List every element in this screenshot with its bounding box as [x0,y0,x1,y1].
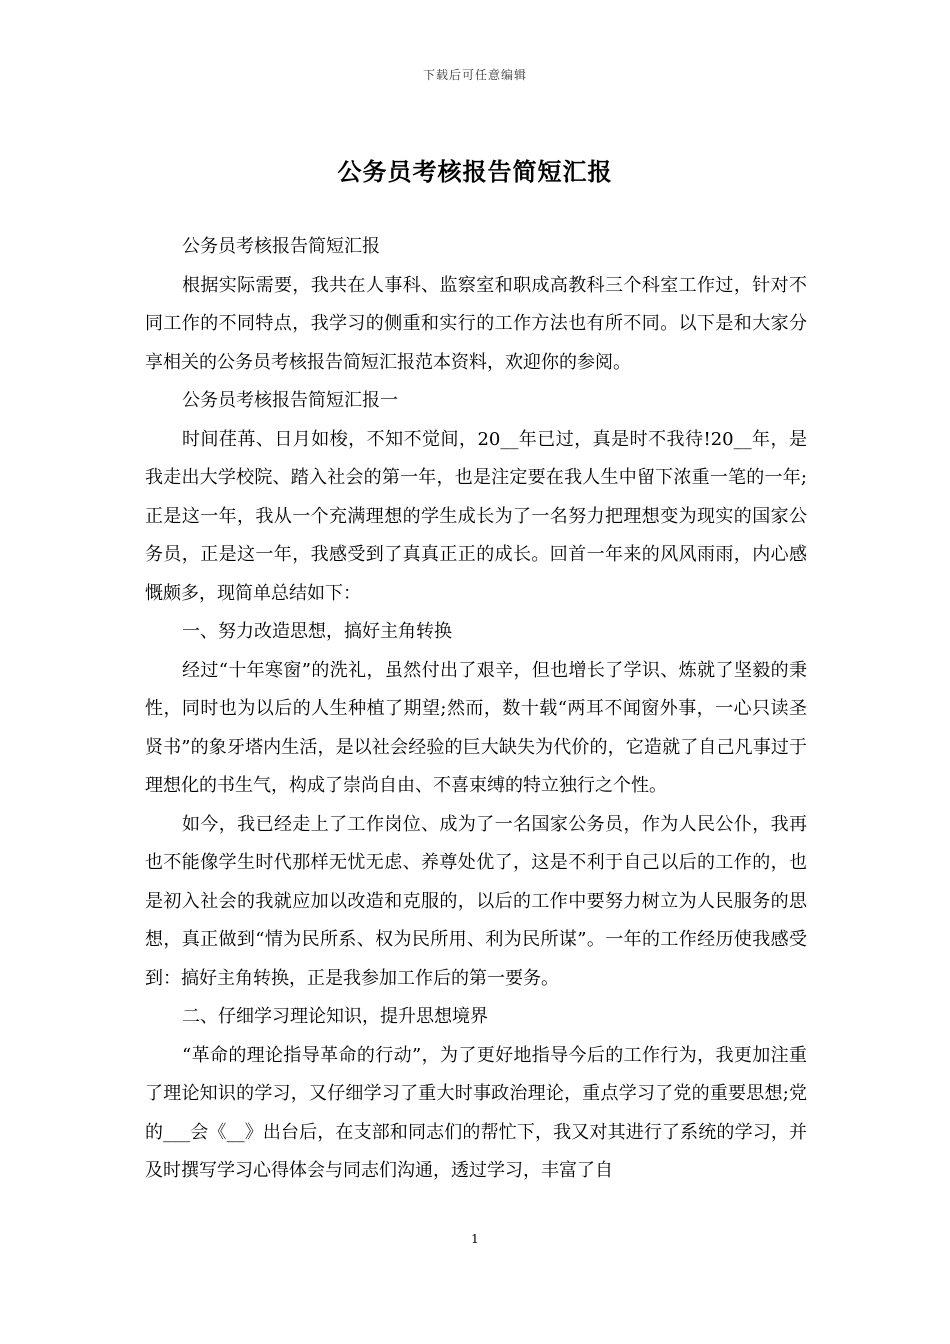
document-title: 公务员考核报告简短汇报 [337,157,613,186]
header-note: 下载后可任意编辑 [422,68,527,82]
body-paragraph: 根据实际需要，我共在人事科、监察室和职成高教科三个科室工作过，针对不同工作的不同特点，我学习的侧重和实行的工作方法也有所不同。以下是和大家分享相关的公务员考核报告简短汇报范本资料，欢迎你的参阅。 [145,274,807,373]
section-heading: 一、努力改造思想，搞好主角转换 [182,621,452,642]
section-heading: 二、仔细学习理论知识，提升思想境界 [182,1006,488,1027]
body-paragraph: 如今，我已经走上了工作岗位、成为了一名国家公务员，作为人民公仆，我再也不能像学生时代那样无忧无虑、养尊处优了，这是不利于自己以后的工作的，也是初入社会的我就应加以改造和克服的，以后的工作中要努力树立为人民服务的思想，真正做到“情为民所系、权为民所用、利为民所谋”。一年的工作经历使我感受到：搞好主角转换，正是我参加工作后的第一要务。 [145,813,807,989]
document-body [145,228,807,1191]
body-paragraph: 公务员考核报告简短汇报 [182,236,380,257]
body-paragraph: 公务员考核报告简短汇报一 [182,390,398,411]
body-paragraph: 时间荏苒、日月如梭，不知不觉间，20__年已过，真是时不我待!20__年，是我走出大学校院、踏入社会的第一年，也是注定要在我人生中留下浓重一笔的一年;正是这一年，我从一个充满理想的学生成长为了一名努力把理想变为现实的国家公务员，正是这一年，我感受到了真真正正的成长。回首一年来的风风雨雨，内心感慨颇多，现简单总结如下： [145,428,807,604]
page-number: 1 [471,1232,479,1246]
body-paragraph: 经过“十年寒窗”的洗礼，虽然付出了艰辛，但也增长了学识、炼就了坚毅的秉性，同时也为以后的人生种植了期望;然而，数十载“两耳不闻窗外事，一心只读圣贤书”的象牙塔内生活，是以社会经验的巨大缺失为代价的，它造就了自己凡事过于理想化的书生气，构成了崇尚自由、不喜束缚的特立独行之个性。 [145,659,807,796]
body-paragraph: “革命的理论指导革命的行动”，为了更好地指导今后的工作行为，我更加注重了理论知识的学习，又仔细学习了重大时事政治理论，重点学习了党的重要思想;党的___会《__》出台后，在支部和同志们的帮忙下，我又对其进行了系统的学习，并及时撰写学习心得体会与同志们沟通，透过学习，丰富了自 [145,1044,807,1181]
